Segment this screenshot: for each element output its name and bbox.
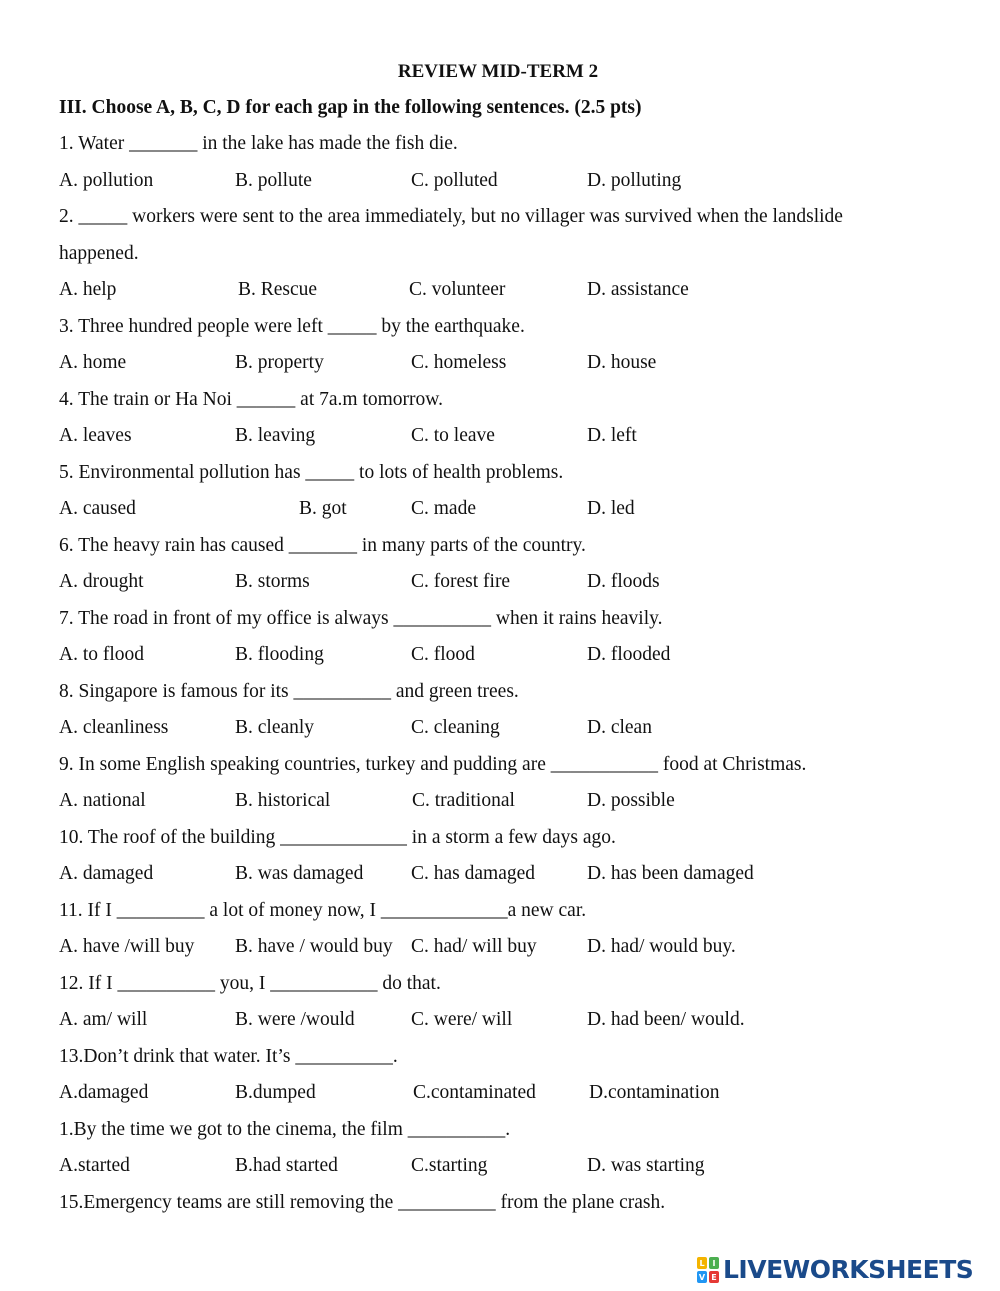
answer-option[interactable]: D. had been/ would. <box>587 1009 745 1030</box>
answer-option[interactable]: B.had started <box>235 1155 338 1176</box>
answer-option[interactable]: C. had/ will buy <box>411 936 537 957</box>
answer-option[interactable]: A. caused <box>59 498 136 519</box>
answer-option[interactable]: B. got <box>299 498 347 519</box>
answer-option[interactable]: A. pollution <box>59 169 154 191</box>
answer-option[interactable]: B. pollute <box>235 169 312 191</box>
answer-option[interactable]: A. to flood <box>59 644 145 665</box>
logo-letter: E <box>711 1273 717 1282</box>
answer-options <box>59 351 959 375</box>
answer-option[interactable]: D. clean <box>587 717 652 738</box>
answer-option[interactable]: B. cleanly <box>235 717 315 738</box>
answer-option[interactable]: A. leaves <box>59 425 132 446</box>
worksheet-title: REVIEW MID-TERM 2 <box>397 61 599 82</box>
answer-options <box>59 716 959 740</box>
answer-options <box>59 169 959 193</box>
answer-option[interactable]: B. flooding <box>235 644 324 665</box>
answer-option[interactable]: B.dumped <box>235 1082 316 1103</box>
answer-option[interactable]: B. property <box>235 352 324 373</box>
question-stem: 7. The road in front of my office is always __________ when it rains heavily. <box>59 607 663 629</box>
answer-option[interactable]: D. assistance <box>587 279 689 300</box>
answer-option[interactable]: C. cleaning <box>411 717 500 738</box>
answer-option[interactable]: B. have / would buy <box>235 936 393 957</box>
question-stem: 8. Singapore is famous for its __________ and green trees. <box>59 680 519 702</box>
answer-option[interactable]: D. left <box>587 425 637 446</box>
answer-option[interactable]: A. am/ will <box>59 1009 148 1030</box>
answer-option[interactable]: D.contamination <box>589 1082 720 1103</box>
answer-options <box>59 497 959 521</box>
answer-option[interactable]: B. leaving <box>235 425 316 446</box>
answer-options <box>59 862 959 886</box>
question-stem: 1.By the time we got to the cinema, the film __________. <box>59 1118 511 1140</box>
answer-option[interactable]: C.contaminated <box>413 1082 536 1103</box>
question-stem: 6. The heavy rain has caused _______ in many parts of the country. <box>59 534 586 556</box>
liveworksheets-logo-icon <box>697 1257 719 1283</box>
answer-option[interactable]: A. have /will buy <box>59 936 195 957</box>
answer-options <box>59 278 959 302</box>
answer-option[interactable]: A.damaged <box>59 1082 149 1103</box>
answer-option[interactable]: C. were/ will <box>411 1009 513 1030</box>
section-instruction: III. Choose A, B, C, D for each gap in the following sentences. (2.5 pts) <box>59 97 642 118</box>
answer-option[interactable]: A. drought <box>59 571 144 592</box>
answer-option[interactable]: D. polluting <box>587 169 682 191</box>
answer-option[interactable]: D. possible <box>587 790 675 811</box>
answer-option[interactable]: A.started <box>59 1155 130 1176</box>
question-stem: 15.Emergency teams are still removing the __________ from the plane crash. <box>59 1191 666 1213</box>
question-stem: 1. Water _______ in the lake has made the fish die. <box>59 133 458 154</box>
question-stem: 13.Don’t drink that water. It’s __________. <box>59 1045 398 1067</box>
question-stem: happened. <box>59 242 139 264</box>
logo-letter: L <box>699 1259 705 1268</box>
answer-options <box>59 789 959 813</box>
answer-options <box>59 1154 959 1178</box>
answer-option[interactable]: C. volunteer <box>409 279 506 300</box>
answer-options <box>59 643 959 667</box>
answer-option[interactable]: C. polluted <box>411 169 498 191</box>
answer-option[interactable]: D. had/ would buy. <box>587 936 736 957</box>
answer-options <box>59 1008 959 1032</box>
answer-option[interactable]: A. home <box>59 352 127 373</box>
question-stem: 10. The roof of the building _____________ in a storm a few days ago. <box>59 826 616 848</box>
answer-option[interactable]: C. to leave <box>411 425 495 446</box>
liveworksheets-brand[interactable] <box>697 1255 997 1285</box>
answer-option[interactable]: C. homeless <box>411 352 507 373</box>
answer-option[interactable]: A. national <box>59 790 146 811</box>
logo-letter: V <box>698 1273 706 1282</box>
question-stem: 11. If I _________ a lot of money now, I _____________a new car. <box>59 899 587 921</box>
question-stem: 4. The train or Ha Noi ______ at 7a.m tomorrow. <box>59 388 443 410</box>
answer-option[interactable]: A. damaged <box>59 863 154 884</box>
answer-options <box>59 935 959 959</box>
answer-option[interactable]: B. Rescue <box>238 279 318 300</box>
answer-option[interactable]: D. floods <box>587 571 660 592</box>
answer-option[interactable]: C. made <box>411 498 476 519</box>
answer-option[interactable]: D. flooded <box>587 644 671 665</box>
brand-name: LIVEWORKSHEETS <box>723 1255 974 1284</box>
answer-option[interactable]: B. historical <box>235 790 331 811</box>
answer-option[interactable]: D. house <box>587 352 657 373</box>
question-stem: 5. Environmental pollution has _____ to lots of health problems. <box>59 461 564 483</box>
answer-option[interactable]: D. led <box>587 498 635 519</box>
question-stem: 9. In some English speaking countries, turkey and pudding are ___________ food at Christmas. <box>59 753 807 775</box>
answer-option[interactable]: C. forest fire <box>411 571 511 592</box>
answer-options <box>59 424 959 448</box>
answer-option[interactable]: D. has been damaged <box>587 863 754 884</box>
question-stem: 2. _____ workers were sent to the area immediately, but no villager was survived when the landslide <box>59 206 843 227</box>
answer-option[interactable]: C. traditional <box>412 790 515 811</box>
answer-option[interactable]: B. were /would <box>235 1009 355 1030</box>
answer-option[interactable]: D. was starting <box>587 1155 705 1176</box>
answer-options <box>59 570 959 594</box>
answer-options <box>59 1081 959 1105</box>
question-stem: 12. If I __________ you, I ___________ do that. <box>59 972 441 994</box>
answer-option[interactable]: A. cleanliness <box>59 717 169 738</box>
answer-option[interactable]: B. storms <box>235 571 310 592</box>
answer-option[interactable]: A. help <box>59 279 117 300</box>
logo-letter: I <box>712 1259 716 1268</box>
answer-option[interactable]: C. flood <box>411 644 475 665</box>
question-stem: 3. Three hundred people were left _____ by the earthquake. <box>59 315 525 337</box>
answer-option[interactable]: C. has damaged <box>411 863 536 884</box>
answer-option[interactable]: C.starting <box>411 1155 488 1176</box>
answer-option[interactable]: B. was damaged <box>235 863 364 884</box>
